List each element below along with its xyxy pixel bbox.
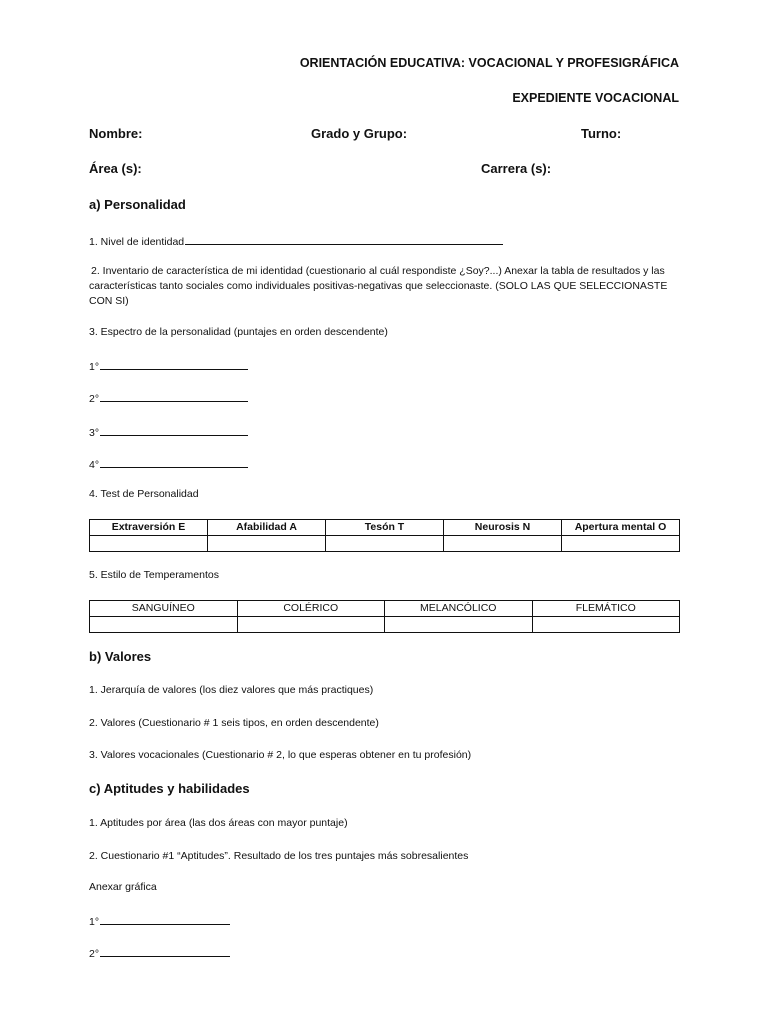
table-row xyxy=(90,536,680,552)
table-cell xyxy=(90,536,208,552)
identity-inventory-text: 2. Inventario de característica de mi identidad (cuestionario al cuál respondiste ¿Soy?...) Anexar la tabla de resultados y las características tanto sociales como individuales positivas-negativas que seleccionaste. (SOLO LAS QUE SELECCIONASTE CON SI) xyxy=(89,265,668,307)
table-row xyxy=(90,617,680,633)
table-header-cell: SANGUÍNEO xyxy=(90,601,238,617)
rank-line-1 xyxy=(89,358,248,373)
table-header-cell: MELANCÓLICO xyxy=(385,601,533,617)
vocational-values-item: 3. Valores vocacionales (Cuestionario # 2, lo que esperas obtener en tu profesión) xyxy=(89,749,472,761)
answer-line xyxy=(100,456,248,468)
table-header-cell: Neurosis N xyxy=(444,520,562,536)
table-header-cell: Tesón T xyxy=(326,520,444,536)
answer-line xyxy=(100,424,248,436)
rank-label: 2° xyxy=(89,948,100,960)
table-header-cell: FLEMÁTICO xyxy=(532,601,680,617)
table-cell xyxy=(208,536,326,552)
aptitudes-questionnaire-item: 2. Cuestionario #1 “Aptitudes”. Resultado de los tres puntajes más sobresalientes xyxy=(89,850,469,862)
attach-graph-note: Anexar gráfica xyxy=(89,881,157,893)
answer-line xyxy=(100,913,230,925)
table-header-cell: Afabilidad A xyxy=(208,520,326,536)
rank-label: 2° xyxy=(89,393,100,405)
table-cell xyxy=(444,536,562,552)
table-cell xyxy=(90,617,238,633)
rank-line-3 xyxy=(89,424,248,439)
rank-label: 1° xyxy=(89,916,100,928)
rank-label: 4° xyxy=(89,459,100,471)
table-header-row xyxy=(90,601,680,617)
aptitude-rank-line-1 xyxy=(89,913,230,928)
section-a-title: a) Personalidad xyxy=(89,197,186,212)
field-turno-label: Turno: xyxy=(581,126,622,141)
answer-line xyxy=(100,358,248,370)
personality-spectrum-item: 3. Espectro de la personalidad (puntajes en orden descendente) xyxy=(89,326,388,338)
temperament-table xyxy=(89,600,680,633)
table-header-row xyxy=(90,520,680,536)
rank-line-2 xyxy=(89,390,248,405)
field-area-label: Área (s): xyxy=(89,161,142,176)
table-header-cell: Extraversión E xyxy=(90,520,208,536)
identity-level-item xyxy=(89,233,503,248)
section-b-title: b) Valores xyxy=(89,649,152,664)
table-header-cell: Apertura mental O xyxy=(562,520,680,536)
personality-test-table xyxy=(89,519,680,552)
values-hierarchy-item: 1. Jerarquía de valores (los diez valores que más practiques) xyxy=(89,684,374,696)
field-grado-grupo-label: Grado y Grupo: xyxy=(311,126,408,141)
table-cell xyxy=(237,617,385,633)
rank-label: 1° xyxy=(89,361,100,373)
aptitudes-area-item: 1. Aptitudes por área (las dos áreas con mayor puntaje) xyxy=(89,817,348,829)
field-nombre-label: Nombre: xyxy=(89,126,143,141)
identity-inventory-item xyxy=(89,264,681,309)
table-cell xyxy=(532,617,680,633)
personality-test-item: 4. Test de Personalidad xyxy=(89,488,199,500)
section-c-title: c) Aptitudes y habilidades xyxy=(89,781,250,796)
answer-line xyxy=(185,233,503,245)
values-questionnaire-item: 2. Valores (Cuestionario # 1 seis tipos, en orden descendente) xyxy=(89,717,379,729)
answer-line xyxy=(100,945,230,957)
rank-line-4 xyxy=(89,456,248,471)
table-cell xyxy=(326,536,444,552)
temperament-style-item: 5. Estilo de Temperamentos xyxy=(89,569,219,581)
table-cell xyxy=(385,617,533,633)
rank-label: 3° xyxy=(89,427,100,439)
aptitude-rank-line-2 xyxy=(89,945,230,960)
field-carrera-label: Carrera (s): xyxy=(481,161,552,176)
identity-level-label: 1. Nivel de identidad xyxy=(89,236,185,248)
table-cell xyxy=(562,536,680,552)
document-subtitle: EXPEDIENTE VOCACIONAL xyxy=(512,91,679,105)
table-header-cell: COLÉRICO xyxy=(237,601,385,617)
answer-line xyxy=(100,390,248,402)
document-title: ORIENTACIÓN EDUCATIVA: VOCACIONAL Y PROFESIGRÁFICA xyxy=(299,56,679,70)
